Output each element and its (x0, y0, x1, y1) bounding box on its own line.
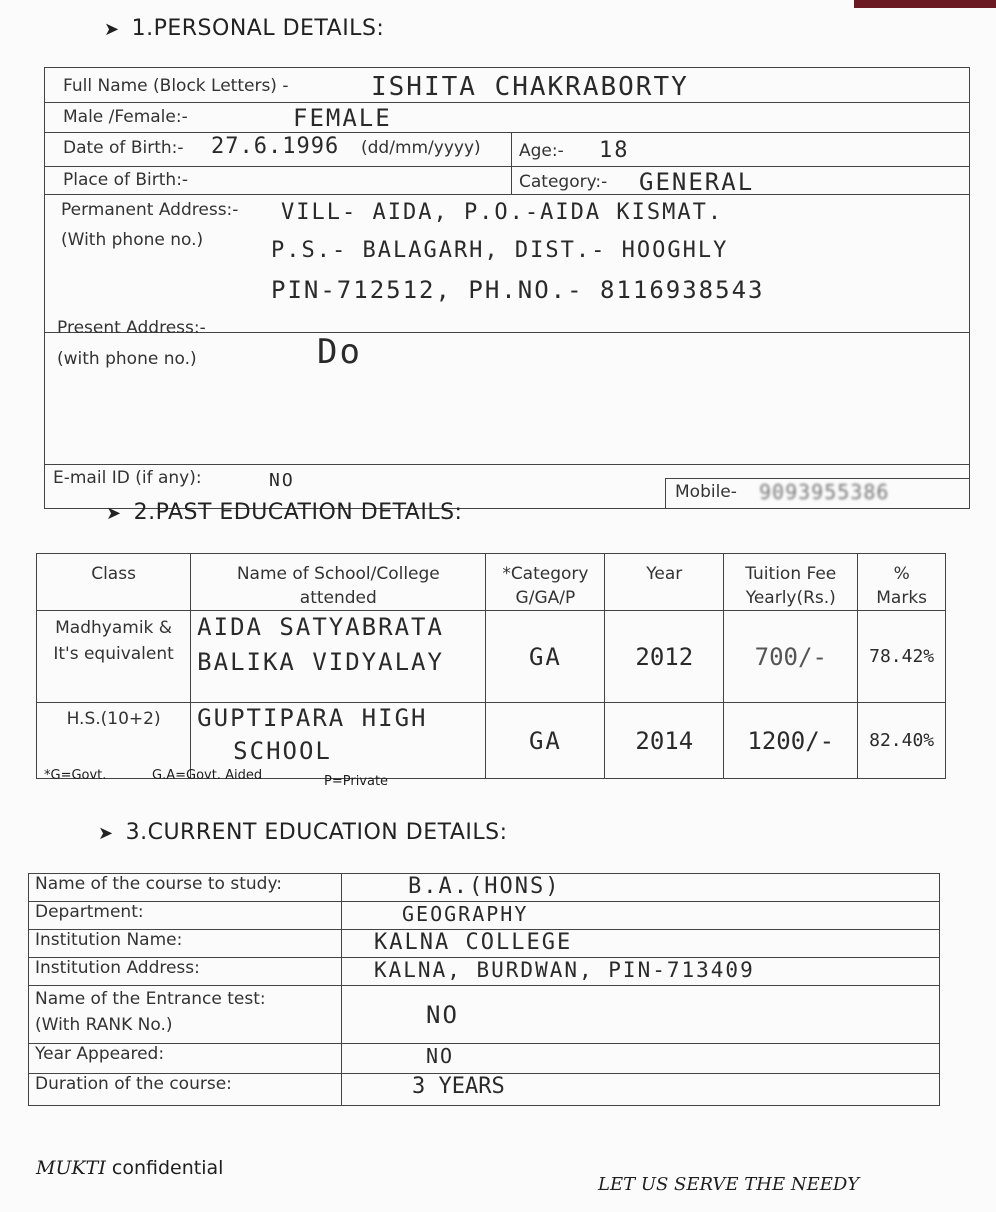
header-fee-1: Tuition Fee (745, 564, 837, 584)
table-row (29, 986, 940, 1044)
institution-label: Institution Name: (35, 930, 183, 950)
row-marks: 78.42% (869, 646, 935, 667)
email-label: E-mail ID (if any): (53, 468, 202, 488)
header-marks-1: % (893, 564, 910, 584)
present-address-sub: (with phone no.) (57, 349, 197, 369)
past-education-table (36, 553, 946, 779)
section-heading-personal: ➤ 1.PERSONAL DETAILS: (104, 16, 385, 41)
row-marks: 82.40% (869, 730, 935, 751)
table-row (29, 930, 940, 958)
row-year: 2014 (635, 726, 694, 755)
footer-brand-name: MUKTI (36, 1157, 106, 1179)
category-value: GENERAL (639, 168, 755, 196)
year-appeared-label: Year Appeared: (35, 1044, 165, 1064)
permanent-address-label: Permanent Address:- (61, 200, 239, 220)
institution-address-value: KALNA, BURDWAN, PIN-713409 (374, 958, 755, 982)
age-label: Age:- (519, 141, 564, 161)
table-row (29, 958, 940, 986)
table-row (29, 874, 940, 902)
arrow-icon: ➤ (104, 19, 120, 40)
current-education-table (28, 873, 940, 1106)
full-name-value: ISHITA CHAKRABORTY (371, 72, 689, 102)
row-class-1: Madhyamik & (55, 618, 173, 638)
course-value: B.A.(HONS) (408, 874, 561, 899)
permanent-address-line2: P.S.- BALAGARH, DIST.- HOOGHLY (271, 238, 729, 263)
institution-address-label: Institution Address: (35, 958, 200, 978)
corner-mark (854, 0, 996, 8)
full-name-label: Full Name (Block Letters) - (63, 76, 289, 96)
mobile-label: Mobile- (675, 482, 737, 502)
email-value: NO (269, 470, 295, 491)
table-row (29, 1074, 940, 1106)
header-class: Class (91, 564, 136, 584)
header-marks-2: Marks (876, 588, 928, 608)
arrow-icon: ➤ (98, 823, 114, 844)
age-value: 18 (599, 138, 630, 163)
row-fee: 1200/- (747, 726, 835, 755)
department-value: GEOGRAPHY (402, 902, 529, 926)
dob-label: Date of Birth:- (63, 138, 184, 158)
header-fee-2: Yearly(Rs.) (745, 588, 836, 608)
category-label: Category:- (519, 172, 608, 192)
table-header-row (37, 554, 946, 611)
course-label: Name of the course to study: (35, 874, 282, 894)
header-category-2: G/GA/P (515, 588, 576, 608)
permanent-address-sub: (With phone no.) (61, 230, 204, 250)
section-heading-past-education: ➤ 2.PAST EDUCATION DETAILS: (106, 500, 463, 525)
row-school-2: BALIKA VIDYALAY (197, 648, 444, 676)
table-row (37, 611, 946, 703)
header-category-1: *Category (502, 564, 589, 584)
header-school-2: attended (299, 588, 377, 608)
row-category: GA (528, 642, 562, 671)
present-address-value: Do (317, 332, 362, 372)
row-school-2: SCHOOL (233, 737, 332, 765)
row-school-1: AIDA SATYABRATA (197, 613, 444, 641)
header-school-1: Name of School/College (236, 564, 440, 584)
note-private: P=Private (324, 774, 389, 789)
gender-label: Male /Female:- (63, 107, 188, 127)
duration-value: 3 YEARS (412, 1074, 505, 1099)
mobile-value: 9093955386 (759, 480, 890, 504)
footer-brand (36, 1157, 223, 1179)
row-category: GA (528, 726, 562, 755)
row-year: 2012 (635, 642, 694, 671)
footer-confidential: confidential (111, 1157, 224, 1179)
entrance-value: NO (426, 1000, 459, 1029)
note-govt-aided: G.A=Govt. Aided (152, 768, 263, 783)
dob-value: 27.6.1996 (211, 134, 340, 159)
present-address-label: Present Address:- (57, 318, 206, 338)
permanent-address-line3: PIN-712512, PH.NO.- 8116938543 (271, 276, 765, 304)
year-appeared-value: NO (426, 1044, 455, 1068)
institution-value: KALNA COLLEGE (374, 930, 573, 955)
row-school-1: GUPTIPARA HIGH (197, 704, 428, 732)
arrow-icon: ➤ (106, 503, 122, 524)
table-row (29, 1044, 940, 1074)
section-heading-current-education: ➤ 3.CURRENT EDUCATION DETAILS: (98, 820, 508, 845)
footer-slogan: LET US SERVE THE NEEDY (598, 1174, 860, 1195)
note-govt: *G=Govt. (44, 768, 107, 783)
personal-details-box (44, 67, 970, 509)
row-fee: 700/- (754, 642, 827, 671)
department-label: Department: (35, 902, 144, 922)
duration-label: Duration of the course: (35, 1074, 232, 1094)
entrance-label-2: (With RANK No.) (35, 1015, 173, 1035)
place-of-birth-label: Place of Birth:- (63, 170, 189, 190)
header-year: Year (646, 564, 683, 584)
row-class-2: It's equivalent (53, 644, 174, 664)
row-class-1: H.S.(10+2) (66, 709, 161, 729)
gender-value: FEMALE (293, 104, 392, 132)
dob-format: (dd/mm/yyyy) (361, 138, 481, 158)
table-row (29, 902, 940, 930)
entrance-label-1: Name of the Entrance test: (35, 989, 266, 1009)
permanent-address-line1: VILL- AIDA, P.O.-AIDA KISMAT. (281, 200, 724, 225)
